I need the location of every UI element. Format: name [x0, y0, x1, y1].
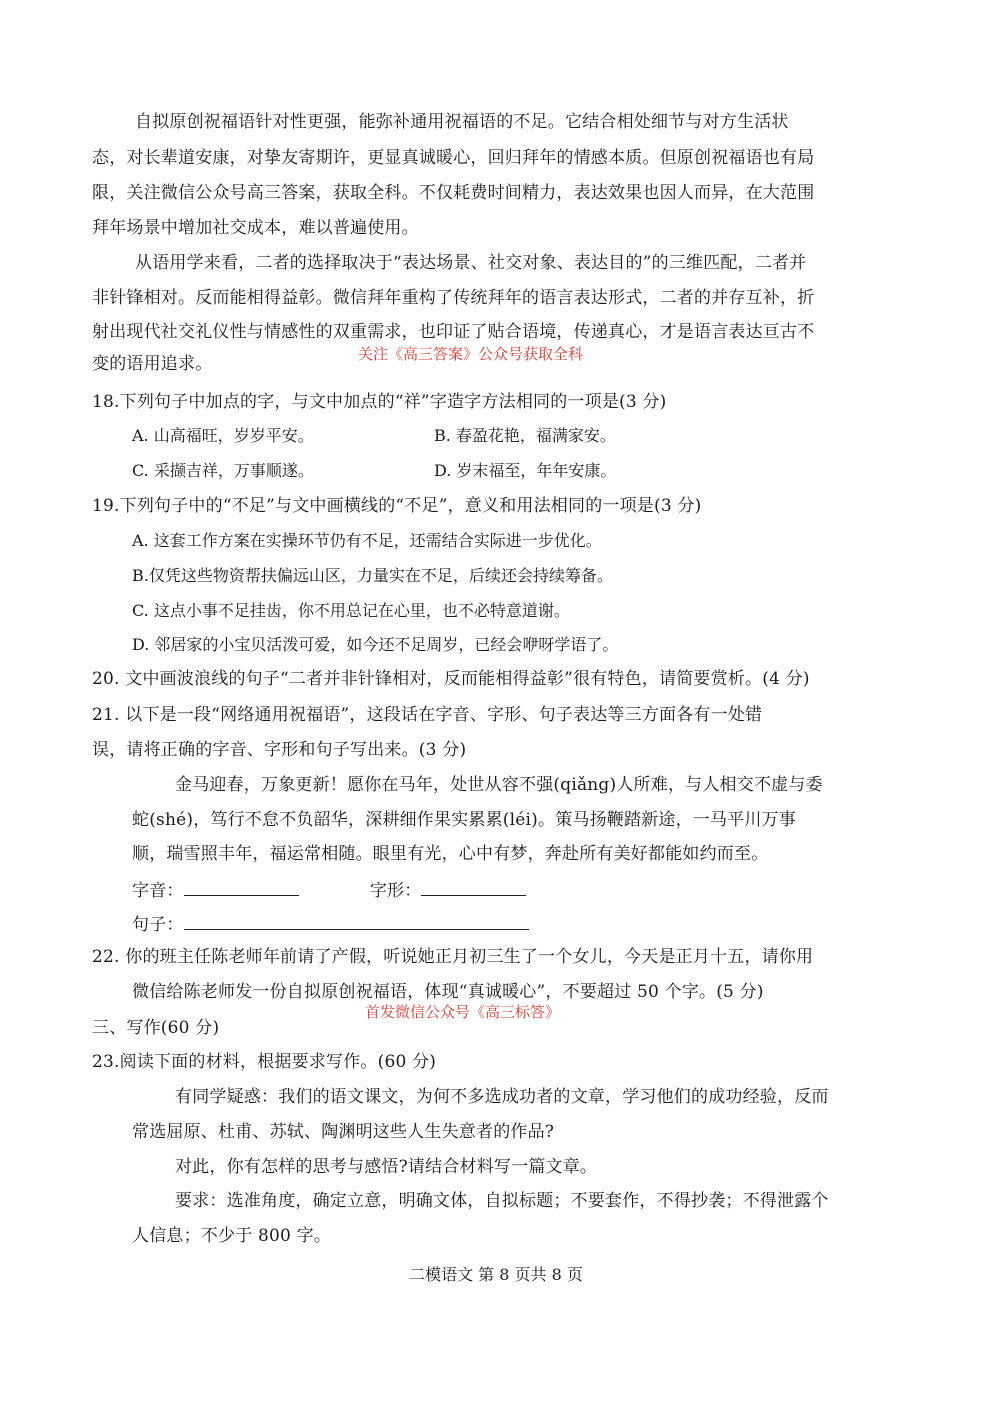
q18-option-c: C. 采撷吉祥，万事顺遂。	[132, 461, 314, 480]
label-sentence: 句子：	[132, 915, 184, 935]
answer-blank-sound[interactable]	[184, 877, 299, 896]
q23-material-line3: 对此，你有怎样的思考与感悟?请结合材料写一篇文章。	[175, 1157, 598, 1177]
watermark-1: 关注《高三答案》公众号获取全科	[358, 345, 584, 363]
q20-stem: 20. 文中画波浪线的句子“二者并非针锋相对，反而能相得益彰”很有特色，请简要赏析。(4 分)	[92, 669, 810, 689]
q21-text-line1: 金马迎春，万象更新！愿你在马年，处世从容不强(qiǎng)人所难，与人相交不虚与委	[175, 775, 823, 795]
q19-option-b: B.仅凭这些物资帮扶偏远山区，力量实在不足，后续还会持续筹备。	[132, 566, 613, 585]
passage-p2-line4: 变的语用追求。	[92, 354, 213, 374]
q22-line2: 微信给陈老师发一份自拟原创祝福语，体现“真诚暖心”，不要超过 50 个字。(5 分)	[132, 982, 764, 1002]
q23-material-line1: 有同学疑惑：我们的语文课文，为何不多选成功者的文章，学习他们的成功经验，反而	[175, 1087, 829, 1107]
q19-option-c: C. 这点小事不足挂齿，你不用总记在心里，也不必特意道谢。	[132, 601, 570, 620]
answer-blank-sentence[interactable]	[184, 911, 529, 930]
passage-p1-line4: 拜年场景中增加社交成本，难以普遍使用。	[92, 218, 419, 238]
q19-option-a: A. 这套工作方案在实操环节仍有不足，还需结合实际进一步优化。	[132, 531, 602, 550]
q19-stem: 19.下列句子中的“不足”与文中画横线的“不足”，意义和用法相同的一项是(3 分)	[92, 496, 702, 516]
q23-stem: 23.阅读下面的材料，根据要求写作。(60 分)	[92, 1052, 437, 1072]
q21-stem-line1: 21. 以下是一段“网络通用祝福语”，这段话在字音、字形、句子表达等三方面各有一处错	[92, 705, 763, 725]
passage-p1-line2: 态，对长辈道安康，对挚友寄期许，更显真诚暖心，回归拜年的情感本质。但原创祝福语也有局	[92, 148, 815, 168]
q18-option-a: A. 山高福旺，岁岁平安。	[132, 426, 314, 445]
q23-material-line2: 常选屈原、杜甫、苏轼、陶渊明这些人生失意者的作品?	[132, 1122, 555, 1142]
passage-p1-line3: 限，关注微信公众号高三答案，获取全科。不仅耗费时间精力，表达效果也因人而异，在大范围	[92, 183, 815, 203]
label-sound: 字音：	[132, 881, 184, 901]
q23-requirement-line1: 要求：选准角度，确定立意，明确文体，自拟标题；不要套作，不得抄袭；不得泄露个	[175, 1191, 829, 1211]
answer-row-sound-form	[132, 877, 526, 903]
passage-p2-line1: 从语用学来看，二者的选择取决于“表达场景、社交对象、表达目的”的三维匹配，二者并	[135, 253, 807, 273]
answer-blank-form[interactable]	[421, 877, 526, 896]
q18-option-d: D. 岁末福至，年年安康。	[434, 461, 617, 480]
q23-requirement-line2: 人信息；不少于 800 字。	[132, 1226, 332, 1246]
q21-text-line2: 蛇(shé)，笃行不怠不负韶华，深耕细作果实累累(léi)。策马扬鞭踏新途，一马平川万事	[132, 810, 796, 830]
q21-text-line3: 顺，瑞雪照丰年，福运常相随。眼里有光，心中有梦，奔赴所有美好都能如约而至。	[132, 844, 769, 864]
passage-p2-line3: 射出现代社交礼仪性与情感性的双重需求，也印证了贴合语境，传递真心，才是语言表达亘古不	[92, 322, 815, 342]
page-footer: 二模语文 第 8 页共 8 页	[409, 1265, 583, 1284]
q18-option-b: B. 春盈花艳，福满家安。	[434, 426, 616, 445]
answer-row-sentence	[132, 911, 529, 937]
label-form: 字形：	[369, 881, 422, 901]
section-writing-heading: 三、写作(60 分)	[92, 1018, 220, 1038]
q22-line1: 22. 你的班主任陈老师年前请了产假，听说她正月初三生了一个女儿，今天是正月十五，请你用	[92, 947, 814, 967]
passage-p1-line1: 自拟原创祝福语针对性更强，能弥补通用祝福语的不足。它结合相处细节与对方生活状	[135, 112, 789, 132]
q21-stem-line2: 误，请将正确的字音、字形和句子写出来。(3 分)	[92, 740, 467, 760]
passage-p2-line2: 非针锋相对。反而能相得益彰。微信拜年重构了传统拜年的语言表达形式，二者的并存互补，折	[92, 288, 815, 308]
watermark-2: 首发微信公众号《高三标答》	[365, 1003, 561, 1021]
q19-option-d: D. 邻居家的小宝贝活泼可爱，如今还不足周岁，已经会咿呀学语了。	[132, 635, 619, 654]
q18-stem: 18.下列句子中加点的字，与文中加点的“祥”字造字方法相同的一项是(3 分)	[92, 392, 667, 412]
